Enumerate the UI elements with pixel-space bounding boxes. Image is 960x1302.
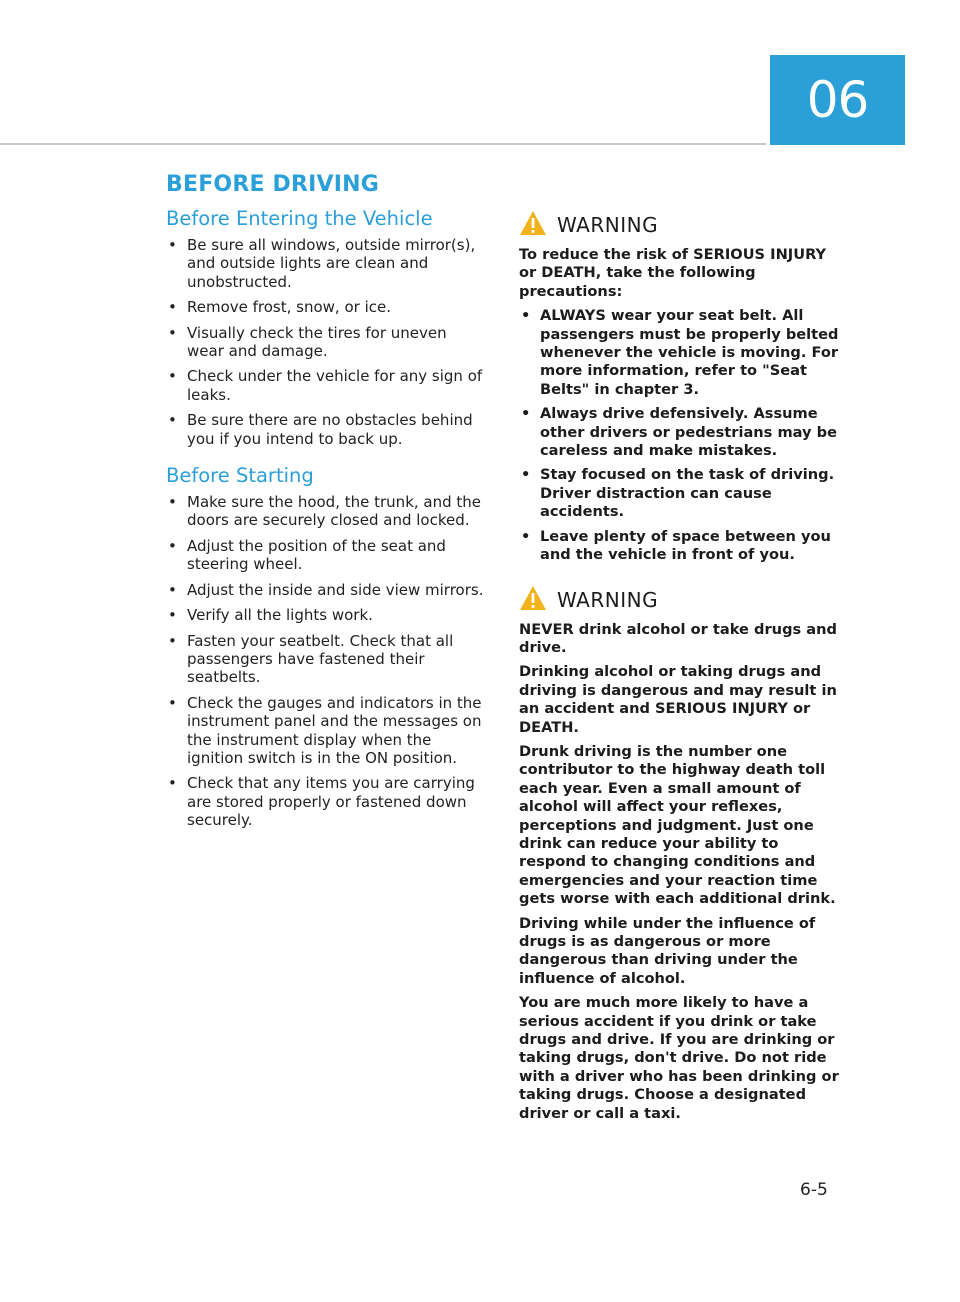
list-item: • Be sure all windows, outside mirror(s), and outside lights are clean and unobstructed. — [166, 236, 486, 291]
list-item: • ALWAYS wear your seat belt. All passengers must be properly belted whenever the vehicle is moving. For more information, refer to "Seat Belts" in chapter 3. — [519, 307, 844, 399]
warning-paragraph: Drinking alcohol or taking drugs and driving is dangerous and may result in an accident and SERIOUS INJURY or DEATH. — [519, 663, 837, 736]
before-entering-list — [166, 236, 486, 448]
list-item: • Verify all the lights work. — [166, 606, 486, 624]
before-starting-list — [166, 493, 486, 830]
warning-paragraph: NEVER drink alcohol or take drugs and drive. — [519, 620, 837, 656]
list-item: • Adjust the inside and side view mirrors. — [166, 581, 486, 599]
warning-paragraph: You are much more likely to have a serious accident if you drink or take drugs and drive. If you are drinking or taking drugs, don't drive. Do not ride with a driver who has been drinking or taking drugs. Choose a designated driver or call a taxi. — [519, 994, 839, 1122]
list-item: • Check under the vehicle for any sign of leaks. — [166, 367, 486, 404]
warning-header — [519, 210, 844, 240]
warning-triangle-icon — [519, 210, 547, 240]
list-item: • Stay focused on the task of driving. Driver distraction can cause accidents. — [519, 466, 844, 521]
page-number: 6-5 — [800, 1180, 828, 1200]
right-column — [519, 210, 844, 1143]
warning-header — [519, 585, 844, 615]
warning-box-seatbelt — [519, 210, 844, 565]
list-item: • Check that any items you are carrying are stored properly or fastened down securely. — [166, 774, 486, 829]
list-item: • Fasten your seatbelt. Check that all passengers have fastened their seatbelts. — [166, 632, 486, 687]
warning-title: WARNING — [557, 587, 659, 612]
list-item: • Check the gauges and indicators in the instrument panel and the messages on the instrument display when the ignition switch is in the ON position. — [166, 694, 486, 768]
warning-list — [519, 307, 844, 564]
list-item: • Be sure there are no obstacles behind you if you intend to back up. — [166, 411, 486, 448]
list-item: • Make sure the hood, the trunk, and the doors are securely closed and locked. — [166, 493, 486, 530]
before-starting-title: Before Starting — [166, 464, 314, 488]
list-item: • Adjust the position of the seat and steering wheel. — [166, 537, 486, 574]
list-item: • Leave plenty of space between you and the vehicle in front of you. — [519, 528, 844, 565]
warning-triangle-icon — [519, 585, 547, 615]
list-item: • Always drive defensively. Assume other drivers or pedestrians may be careless and make mistakes. — [519, 405, 844, 460]
header-rule — [0, 143, 766, 145]
warning-title: WARNING — [557, 213, 659, 237]
chapter-tab: 06 — [770, 55, 905, 145]
list-item: • Visually check the tires for uneven wear and damage. — [166, 324, 486, 361]
list-item: • Remove frost, snow, or ice. — [166, 298, 486, 316]
warning-box-alcohol — [519, 585, 844, 1124]
warning-paragraph: Drunk driving is the number one contributor to the highway death toll each year. Even a small amount of alcohol will affect your reflexes, perceptions and judgment. Just one drink can reduce your ability to respond to changing conditions and emergencies and your reaction time gets worse with each additional drink. — [519, 742, 836, 908]
left-column — [166, 172, 486, 837]
before-entering-title: Before Entering the Vehicle — [166, 207, 433, 230]
warning-intro: To reduce the risk of SERIOUS INJURY or DEATH, take the following precautions: — [519, 246, 827, 300]
section-title: BEFORE DRIVING — [166, 172, 380, 197]
warning-paragraph: Driving while under the influence of drugs is as dangerous or more dangerous than driving under the influence of alcohol. — [519, 914, 816, 987]
